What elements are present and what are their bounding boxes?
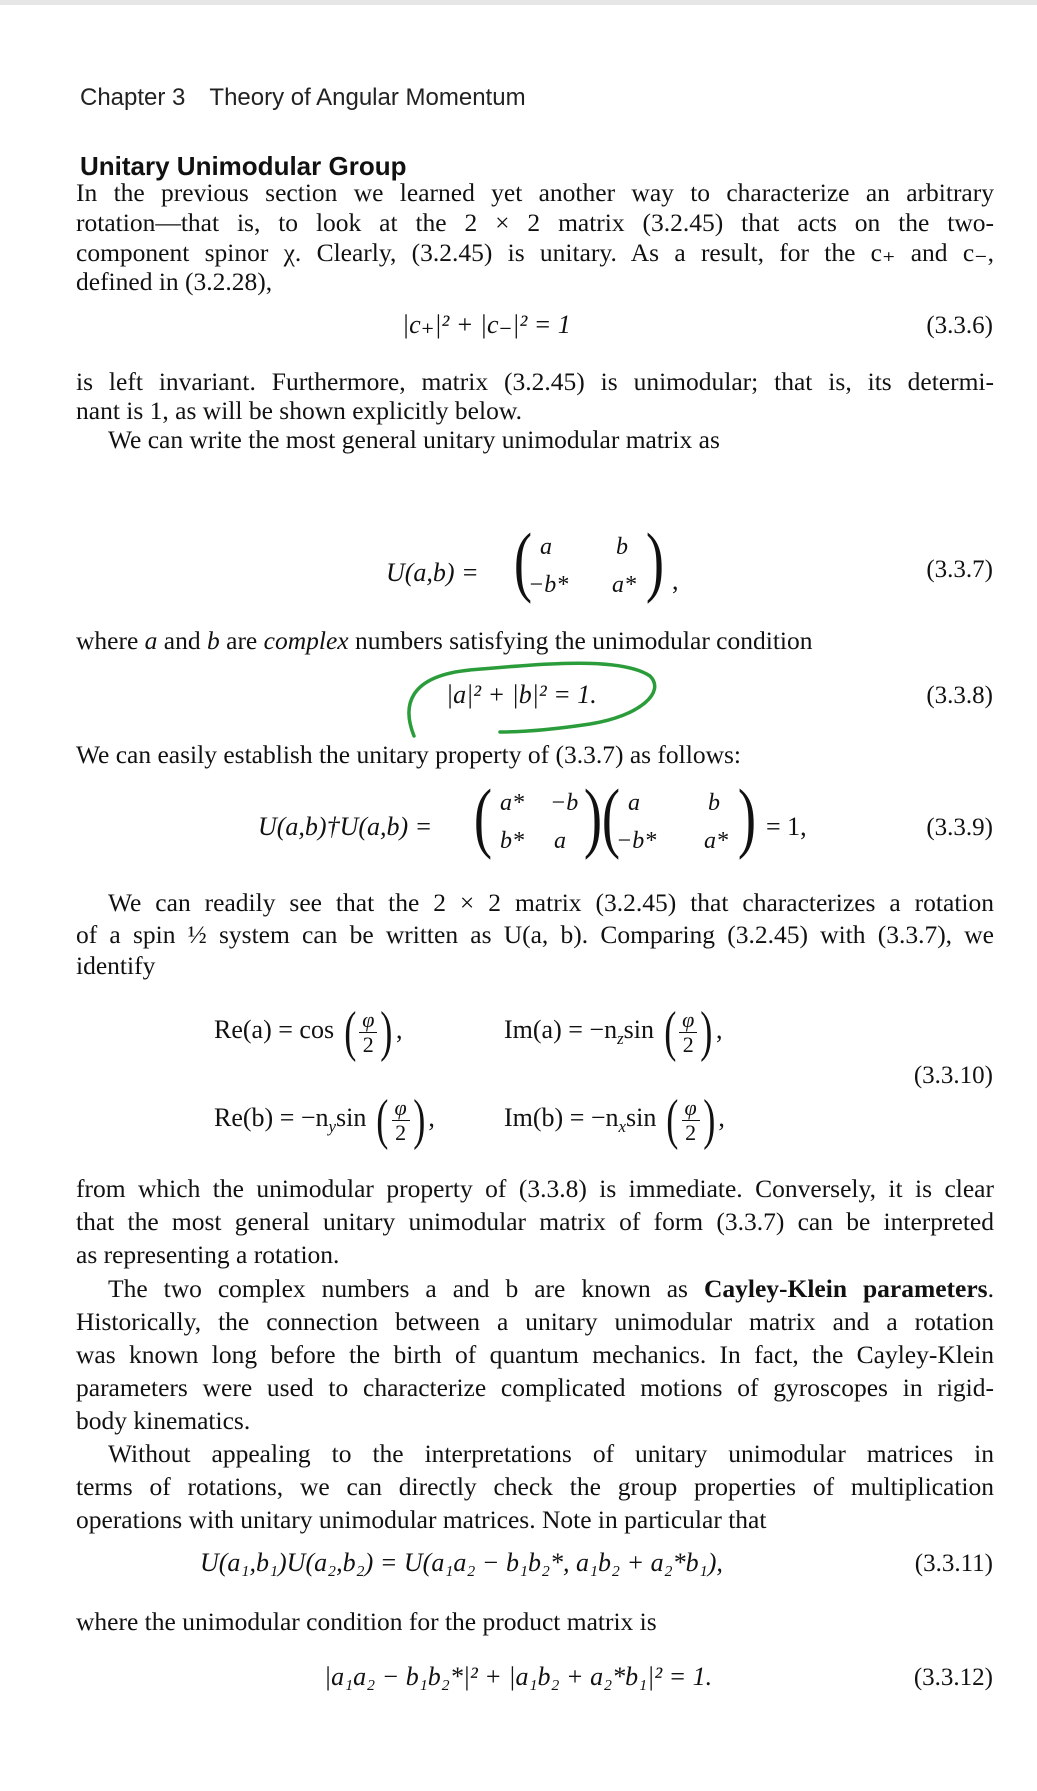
para7-period: . — [987, 1274, 994, 1303]
para7-line4: parameters were used to characterize complicated motions of gyroscopes in rigid- — [76, 1373, 994, 1402]
re-a-label: Re(a) = cos — [214, 1014, 335, 1044]
equation-3-3-11: U(a₁,b₁)U(a₂,b₂) = U(a₁a₂ − b₁b₂*, a₁b₂ + a₂*b₁), — [200, 1548, 723, 1577]
matrix-u — [601, 773, 757, 864]
right-paren: ) — [583, 773, 603, 860]
eq337-lhs: U(a,b) = — [386, 558, 479, 587]
right-paren: ) — [645, 517, 665, 604]
phi: φ — [682, 1096, 700, 1120]
left-paren: ( — [601, 773, 621, 860]
para2-line3: We can write the most general unitary unimodular matrix as — [108, 425, 720, 454]
paren: ) — [380, 1001, 393, 1063]
matrix-u-11: a — [540, 534, 552, 560]
para4: We can easily establish the unitary property of (3.3.7) as follows: — [76, 740, 742, 769]
para6-line1: from which the unimodular property of (3.3.8) is immediate. Conversely, it is clear — [76, 1174, 994, 1203]
emph-complex: complex — [263, 626, 349, 655]
left-paren: ( — [473, 773, 493, 860]
paren: ) — [412, 1089, 426, 1151]
phi-over-2 — [682, 1096, 700, 1143]
phi: φ — [679, 1008, 697, 1032]
para1-line4: defined in (3.2.28), — [76, 267, 273, 296]
comma: , — [396, 1014, 403, 1044]
para3-text: numbers satisfying the unimodular condition — [348, 626, 813, 655]
right-paren: ) — [737, 773, 757, 860]
para7-line3: was known long before the birth of quantum mechanics. In fact, the Cayley-Klein — [76, 1340, 994, 1369]
im-a-label: Im(a) = −n — [504, 1014, 618, 1044]
para2-line1: is left invariant. Furthermore, matrix (3.2.45) is unimodular; that is, its determi- — [76, 367, 994, 396]
para7-line5: body kinematics. — [76, 1406, 251, 1435]
matrix-b-21: −b* — [616, 828, 657, 854]
matrix-a-21: b* — [500, 828, 524, 854]
paren: ) — [702, 1089, 716, 1151]
sin: sin — [336, 1102, 367, 1132]
sub-y: y — [328, 1117, 337, 1137]
matrix-u-21: −b* — [528, 572, 569, 598]
comma: , — [715, 1014, 723, 1044]
para1-line1: In the previous section we learned yet another way to characterize an arbitrary — [76, 178, 994, 207]
eq337-comma: , — [672, 566, 679, 595]
para8-line3: operations with unitary unimodular matrices. Note in particular that — [76, 1505, 767, 1534]
equation-number-3-3-6: (3.3.6) — [926, 312, 993, 339]
cayley-klein-term: Cayley-Klein parameters — [703, 1274, 988, 1303]
equation-3-3-12: |a₁a₂ − b₁b₂*|² + |a₁b₂ + a₂*b₁|² = 1. — [324, 1662, 713, 1691]
eq339-lhs: U(a,b)†U(a,b) = — [258, 812, 433, 841]
para1-line3: component spinor χ. Clearly, (3.2.45) is unitary. As a result, for the c₊ and c₋, — [76, 238, 994, 267]
phi-over-2 — [359, 1008, 377, 1055]
para5-line2: of a spin ½ system can be written as U(a, b). Comparing (3.2.45) with (3.3.7), we — [76, 920, 994, 949]
matrix-u-12: b — [616, 534, 628, 560]
equation-number-3-3-10: (3.3.10) — [913, 1062, 993, 1089]
two: 2 — [362, 1031, 374, 1057]
paren: ( — [343, 1001, 356, 1063]
matrix-u-22: a* — [612, 572, 636, 598]
para6-line2: that the most general unitary unimodular matrix of form (3.3.7) can be interpreted — [76, 1207, 994, 1236]
equation-number-3-3-12: (3.3.12) — [913, 1664, 993, 1691]
para9: where the unimodular condition for the product matrix is — [76, 1607, 657, 1636]
two: 2 — [682, 1031, 694, 1057]
eq339-rhs: = 1, — [766, 812, 807, 841]
chapter-title: Theory of Angular Momentum — [209, 84, 526, 111]
sub-x: x — [618, 1117, 627, 1137]
eq3310-im-a — [504, 1000, 722, 1064]
para8-line2: terms of rotations, we can directly check the group properties of multiplication — [76, 1472, 994, 1501]
green-circle-annotation — [400, 636, 670, 746]
equation-number-3-3-9: (3.3.9) — [926, 814, 993, 841]
paren: ) — [700, 1001, 713, 1063]
top-bar — [0, 0, 1037, 5]
phi: φ — [392, 1096, 410, 1120]
para7-text: The two complex numbers a and b are known as — [108, 1274, 704, 1303]
para1-line2: rotation—that is, to look at the 2 × 2 matrix (3.2.45) that acts on the two- — [76, 208, 994, 237]
equation-3-3-8: |a|² + |b|² = 1. — [446, 680, 597, 709]
re-b-label: Re(b) = −n — [214, 1102, 329, 1132]
matrix-a-12: −b — [550, 790, 579, 816]
matrix-u — [513, 517, 666, 608]
var-a: a — [144, 626, 158, 655]
comma: , — [718, 1102, 725, 1132]
two: 2 — [685, 1119, 697, 1145]
matrix-a-22: a — [554, 828, 566, 854]
para5-line3: identify — [76, 951, 156, 980]
phi-over-2 — [679, 1008, 697, 1055]
sub-z: z — [617, 1029, 624, 1049]
eq3310-re-b — [214, 1088, 435, 1152]
equation-number-3-3-8: (3.3.8) — [926, 682, 993, 709]
para2-line2: nant is 1, as will be shown explicitly below. — [76, 396, 522, 425]
sin: sin — [623, 1014, 654, 1044]
para6-line3: as representing a rotation. — [76, 1240, 340, 1269]
phi: φ — [359, 1008, 377, 1032]
para3-text: and — [157, 626, 207, 655]
paren: ( — [663, 1001, 676, 1063]
equation-number-3-3-11: (3.3.11) — [914, 1550, 993, 1577]
two: 2 — [395, 1119, 407, 1145]
phi-over-2 — [392, 1096, 410, 1143]
eq3310-im-b — [504, 1088, 725, 1152]
left-paren: ( — [513, 517, 533, 604]
equation-number-3-3-7: (3.3.7) — [926, 556, 993, 583]
matrix-a-11: a* — [500, 790, 524, 816]
para7-line2: Historically, the connection between a unitary unimodular matrix and a rotation — [76, 1307, 994, 1336]
para3-text: where — [76, 626, 145, 655]
sin: sin — [626, 1102, 657, 1132]
paren: ( — [376, 1089, 389, 1151]
para5-line1: We can readily see that the 2 × 2 matrix (3.2.45) that characterizes a rotation — [108, 888, 994, 917]
para7-line1 — [108, 1272, 994, 1305]
chapter-number: Chapter 3 — [80, 84, 186, 111]
section-title: Unitary Unimodular Group — [80, 151, 407, 181]
paren: ( — [666, 1089, 679, 1151]
comma: , — [428, 1102, 435, 1132]
matrix-b-11: a — [628, 790, 640, 816]
matrix-b-12: b — [708, 790, 720, 816]
para3-text: are — [219, 626, 264, 655]
var-b: b — [207, 626, 220, 655]
running-header — [80, 84, 526, 112]
eq3310-re-a — [214, 1000, 403, 1064]
matrix-b-22: a* — [704, 828, 728, 854]
im-b-label: Im(b) = −n — [504, 1102, 619, 1132]
matrix-u-dagger — [473, 773, 606, 864]
para8-line1: Without appealing to the interpretations of unitary unimodular matrices in — [108, 1439, 994, 1468]
equation-3-3-6: |c₊|² + |c₋|² = 1 — [402, 310, 571, 339]
